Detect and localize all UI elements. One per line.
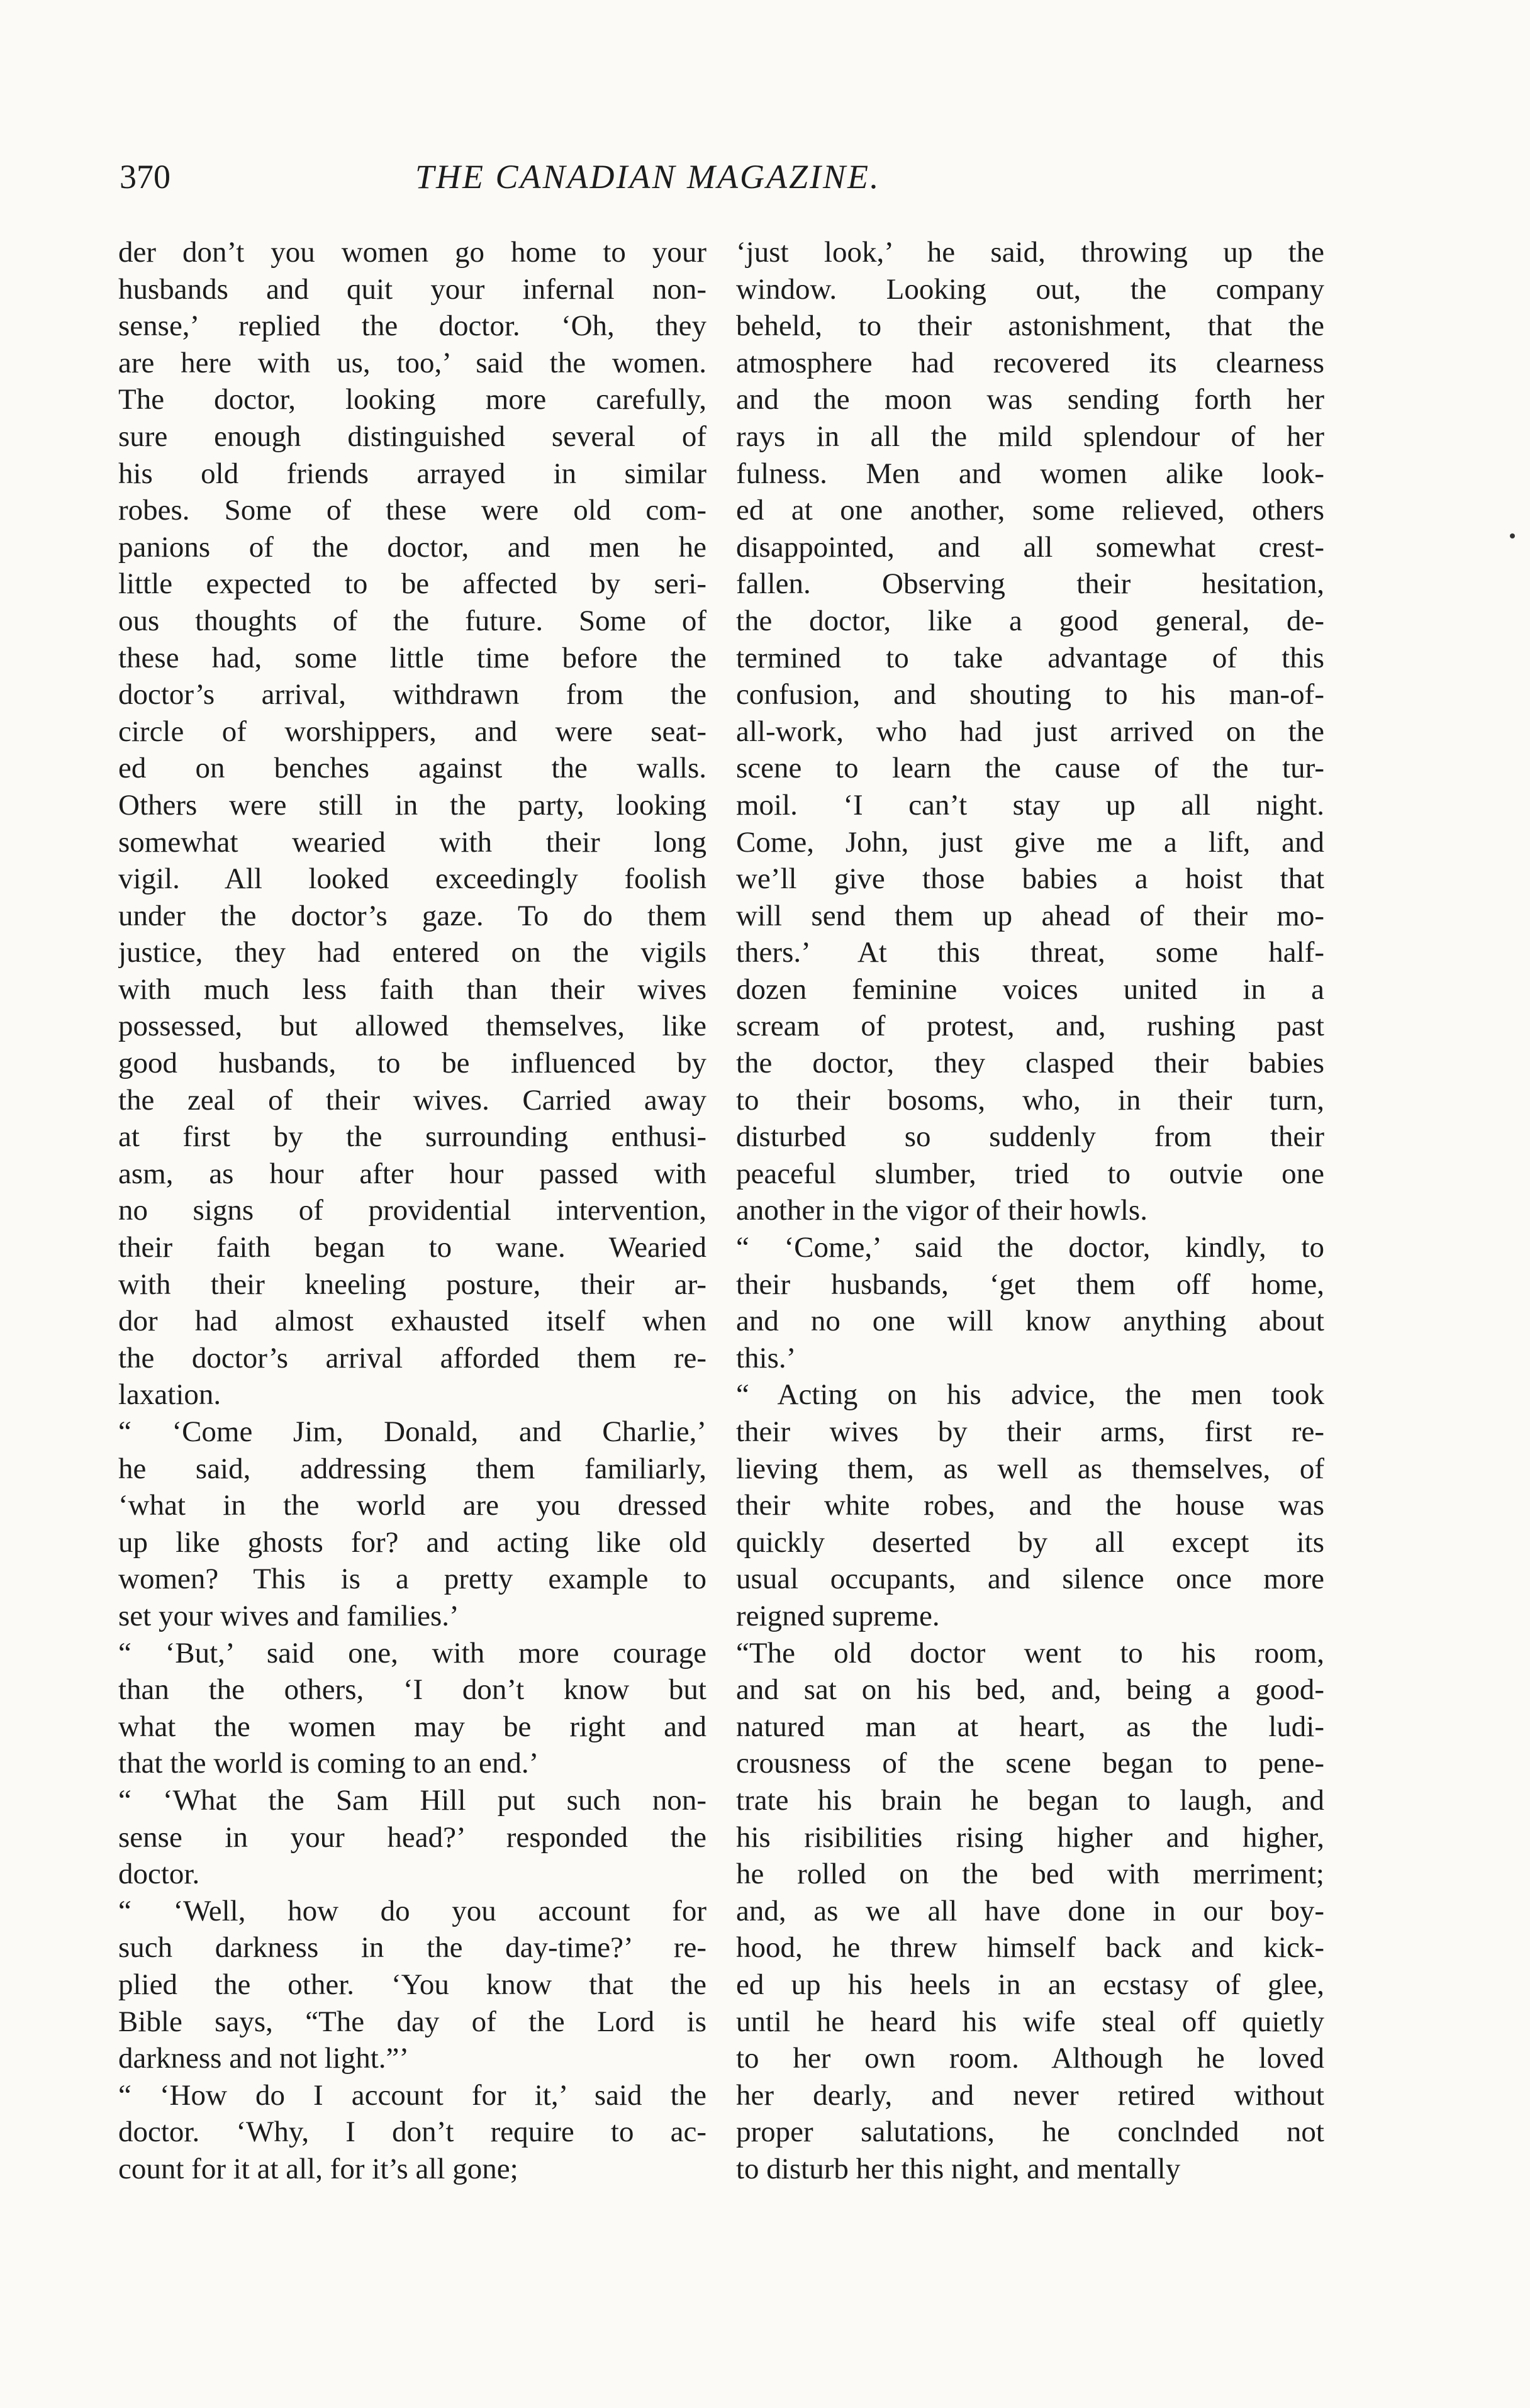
text-line: possessed, but allowed themselves, like	[118, 1010, 706, 1043]
text-line: rays in all the mild splendour of her	[736, 420, 1324, 453]
text-line: scream of protest, and, rushing past	[736, 1010, 1324, 1043]
text-line: to disturb her this night, and mentally	[736, 2152, 1181, 2185]
text-line: dozen feminine voices united in a	[736, 973, 1324, 1006]
text-line: husbands and quit your infernal non-	[118, 272, 706, 306]
text-line: “ ‘Well, how do you account for	[118, 1894, 706, 1927]
text-line: quickly deserted by all except its	[736, 1525, 1324, 1559]
text-line: confusion, and shouting to his man-of-	[736, 678, 1324, 711]
text-line: and the moon was sending forth her	[736, 383, 1324, 416]
text-line: under the doctor’s gaze. To do them	[118, 899, 706, 932]
text-line: Others were still in the party, looking	[118, 788, 706, 822]
text-line: her dearly, and never retired without	[736, 2078, 1324, 2112]
text-line: “ ‘How do I account for it,’ said the	[118, 2078, 706, 2112]
text-line: termined to take advantage of this	[736, 641, 1324, 674]
running-title: THE CANADIAN MAGAZINE.	[415, 158, 881, 196]
text-line: proper salutations, he conclnded not	[736, 2115, 1324, 2149]
text-line: to their bosoms, who, in their turn,	[736, 1083, 1324, 1117]
text-line: reigned supreme.	[736, 1599, 940, 1632]
text-line: usual occupants, and silence once more	[736, 1563, 1324, 1596]
text-line: to her own room. Although he loved	[736, 2042, 1324, 2075]
text-line: sure enough distinguished several of	[118, 420, 706, 453]
text-line: ed at one another, some relieved, others	[736, 494, 1324, 527]
text-line: their husbands, ‘get them off home,	[736, 1268, 1324, 1301]
text-line: atmosphere had recovered its clearness	[736, 346, 1324, 379]
text-line: “ Acting on his advice, the men took	[736, 1378, 1324, 1412]
text-line: plied the other. ‘You know that the	[118, 1968, 706, 2001]
text-line: circle of worshippers, and were seat-	[118, 715, 706, 748]
text-line: moil. ‘I can’t stay up all night.	[736, 788, 1324, 822]
text-line: set your wives and families.’	[118, 1599, 459, 1632]
text-line: “ ‘Come,’ said the doctor, kindly, to	[736, 1231, 1324, 1264]
text-line: natured man at heart, as the ludi-	[736, 1710, 1324, 1743]
text-line: ed on benches against the walls.	[118, 752, 706, 785]
text-line: doctor. ‘Why, I don’t require to ac-	[118, 2115, 706, 2149]
text-line: at first by the surrounding enthusi-	[118, 1120, 706, 1154]
text-line: “ ‘But,’ said one, with more courage	[118, 1636, 706, 1669]
text-line: laxation.	[118, 1378, 221, 1412]
text-line: disturbed so suddenly from their	[736, 1120, 1324, 1154]
text-line: the zeal of their wives. Carried away	[118, 1083, 706, 1117]
text-line: up like ghosts for? and acting like old	[118, 1525, 706, 1559]
page-number: 370	[120, 158, 170, 196]
text-line: crousness of the scene began to pene-	[736, 1747, 1324, 1780]
text-line: darkness and not light.”’	[118, 2042, 410, 2075]
text-line: Bible says, “The day of the Lord is	[118, 2005, 706, 2038]
text-line: doctor’s arrival, withdrawn from the	[118, 678, 706, 711]
text-line: his old friends arrayed in similar	[118, 457, 706, 490]
page-header	[120, 157, 1341, 208]
text-line: The doctor, looking more carefully,	[118, 383, 706, 416]
text-line: and no one will know anything about	[736, 1305, 1324, 1338]
text-line: we’ll give those babies a hoist that	[736, 862, 1324, 896]
text-line: with much less faith than their wives	[118, 973, 706, 1006]
text-line: with their kneeling posture, their ar-	[118, 1268, 706, 1301]
text-line: thers.’ At this threat, some half-	[736, 936, 1324, 969]
text-line: the doctor’s arrival afforded them re-	[118, 1341, 706, 1374]
text-line: such darkness in the day-time?’ re-	[118, 1931, 706, 1965]
text-line: and, as we all have done in our boy-	[736, 1894, 1324, 1927]
text-line: their faith began to wane. Wearied	[118, 1231, 706, 1264]
text-line: their wives by their arms, first re-	[736, 1415, 1324, 1448]
text-line: “The old doctor went to his room,	[736, 1636, 1324, 1669]
text-line: little expected to be affected by seri-	[118, 567, 706, 601]
text-line: beheld, to their astonishment, that the	[736, 309, 1324, 343]
text-line: sense in your head?’ responded the	[118, 1820, 706, 1854]
text-line: good husbands, to be influenced by	[118, 1047, 706, 1080]
text-line: fulness. Men and women alike look-	[736, 457, 1324, 490]
text-line: justice, they had entered on the vigils	[118, 936, 706, 969]
text-line: hood, he threw himself back and kick-	[736, 1931, 1324, 1965]
text-line: count for it at all, for it’s all gone;	[118, 2152, 518, 2185]
text-line: will send them up ahead of their mo-	[736, 899, 1324, 932]
text-line: peaceful slumber, tried to outvie one	[736, 1157, 1324, 1190]
text-line: somewhat wearied with their long	[118, 825, 706, 859]
text-line: than the others, ‘I don’t know but	[118, 1673, 706, 1707]
text-line: doctor.	[118, 1858, 200, 1891]
text-line: asm, as hour after hour passed with	[118, 1157, 706, 1190]
text-line: these had, some little time before the	[118, 641, 706, 674]
text-line: the doctor, they clasped their babies	[736, 1047, 1324, 1080]
text-line: women? This is a pretty example to	[118, 1563, 706, 1596]
text-line: this.’	[736, 1341, 796, 1374]
text-line: and sat on his bed, and, being a good-	[736, 1673, 1324, 1707]
text-line: “ ‘Come Jim, Donald, and Charlie,’	[118, 1415, 706, 1448]
text-line: sense,’ replied the doctor. ‘Oh, they	[118, 309, 706, 343]
text-line: ‘what in the world are you dressed	[118, 1489, 706, 1522]
text-line: until he heard his wife steal off quietly	[736, 2005, 1324, 2038]
text-line: window. Looking out, the company	[736, 272, 1324, 306]
text-line: their white robes, and the house was	[736, 1489, 1324, 1522]
text-line: he said, addressing them familiarly,	[118, 1452, 706, 1485]
text-line: are here with us, too,’ said the women.	[118, 346, 706, 379]
text-line: dor had almost exhausted itself when	[118, 1305, 706, 1338]
text-line: scene to learn the cause of the tur-	[736, 752, 1324, 785]
text-line: trate his brain he began to laugh, and	[736, 1783, 1324, 1817]
text-line: all-work, who had just arrived on the	[736, 715, 1324, 748]
text-line: he rolled on the bed with merriment;	[736, 1858, 1324, 1891]
text-line: der don’t you women go home to your	[118, 236, 706, 269]
right-column	[736, 234, 1324, 2187]
text-line: ‘just look,’ he said, throwing up the	[736, 236, 1324, 269]
text-line: that the world is coming to an end.’	[118, 1747, 539, 1780]
text-line: fallen. Observing their hesitation,	[736, 567, 1324, 601]
text-line: vigil. All looked exceedingly foolish	[118, 862, 706, 896]
text-line: no signs of providential intervention,	[118, 1194, 706, 1227]
text-line: ous thoughts of the future. Some of	[118, 604, 706, 637]
text-line: panions of the doctor, and men he	[118, 530, 706, 564]
text-line: his risibilities rising higher and higher,	[736, 1820, 1324, 1854]
text-line: what the women may be right and	[118, 1710, 706, 1743]
text-line: the doctor, like a good general, de-	[736, 604, 1324, 637]
text-line: another in the vigor of their howls.	[736, 1194, 1148, 1227]
text-line: disappointed, and all somewhat crest-	[736, 530, 1324, 564]
text-line: Come, John, just give me a lift, and	[736, 825, 1324, 859]
text-line: lieving them, as well as themselves, of	[736, 1452, 1324, 1485]
left-column	[118, 234, 706, 2187]
text-line: ed up his heels in an ecstasy of glee,	[736, 1968, 1324, 2001]
text-line: robes. Some of these were old com-	[118, 494, 706, 527]
text-line: “ ‘What the Sam Hill put such non-	[118, 1783, 706, 1817]
margin-speck	[1510, 533, 1515, 538]
